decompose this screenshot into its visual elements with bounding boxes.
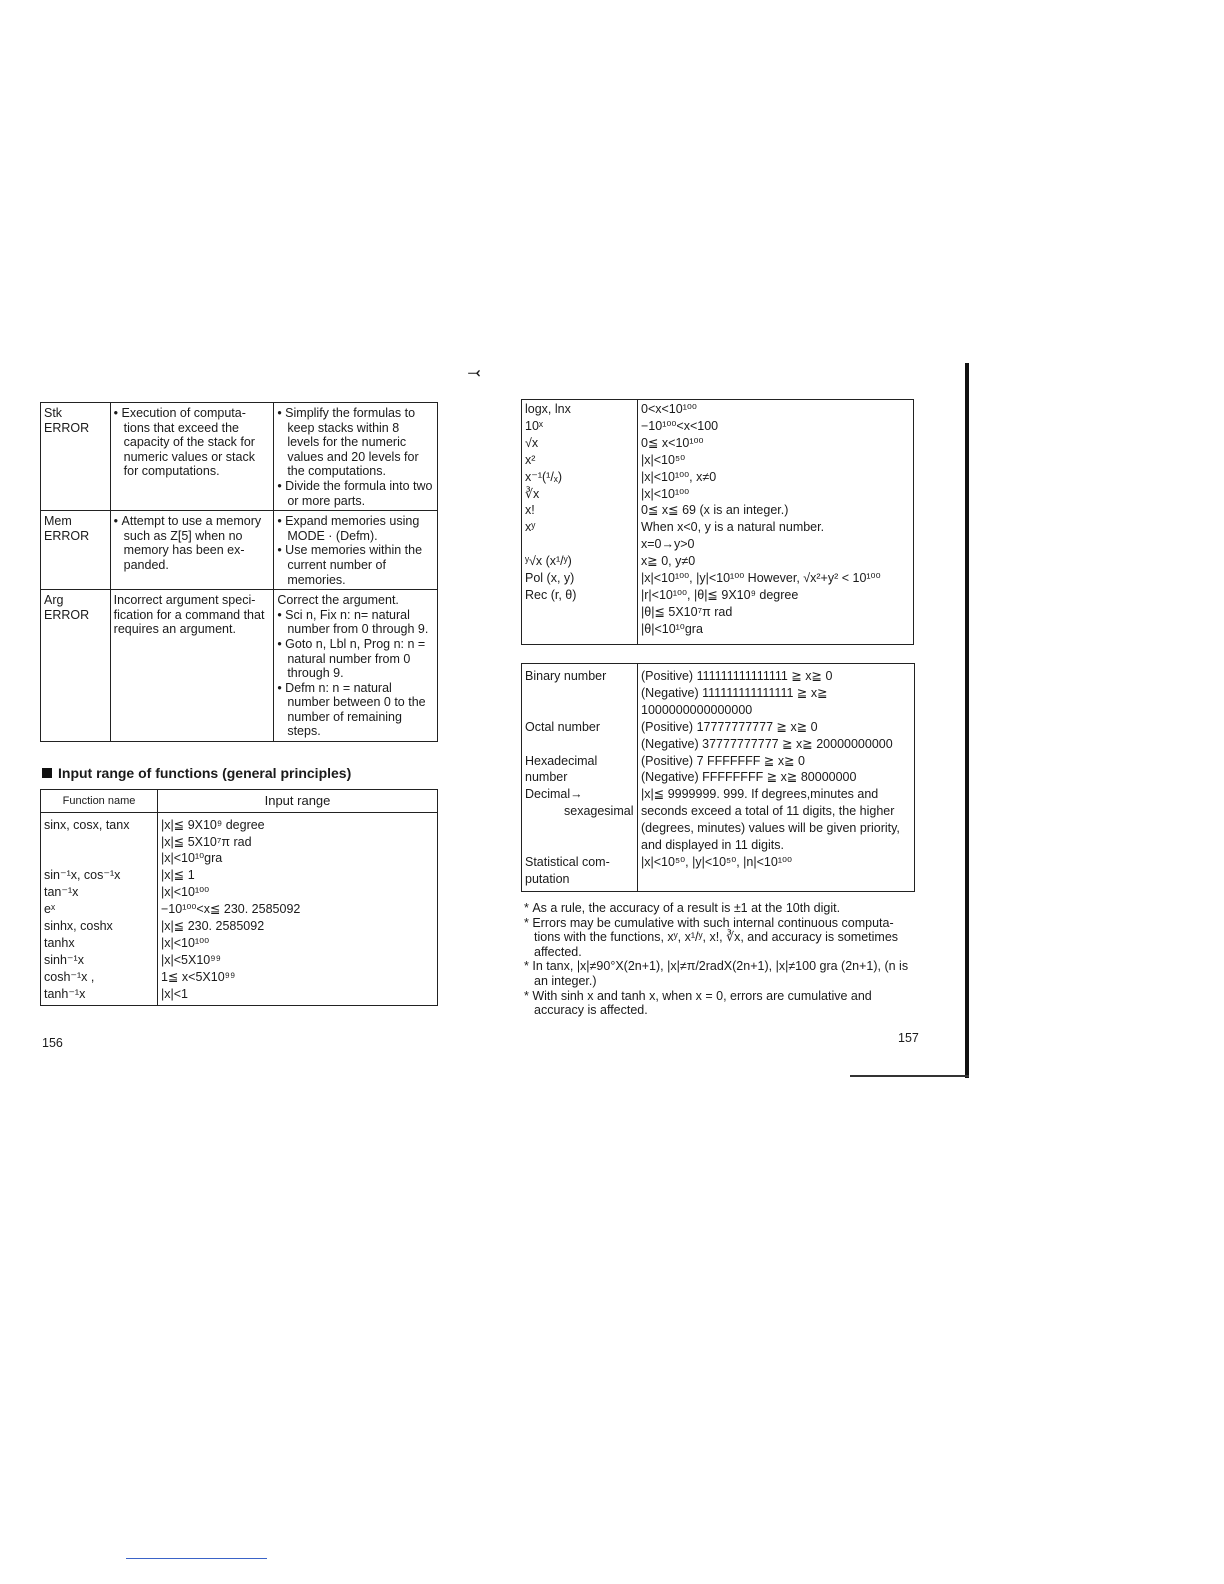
table-row: Octal number (Positive) 17777777777 ≧ x≧ 0 (Negative) 37777777777 ≧ x≧ 20000000000 <box>522 719 915 753</box>
table-row: Pol (x, y) |x|<10¹⁰⁰, |y|<10¹⁰⁰ However, √x²+y² < 10¹⁰⁰ <box>522 570 914 587</box>
error-name: Stk ERROR <box>41 403 111 511</box>
section-heading: Input range of functions (general principles) <box>42 765 351 781</box>
error-cause: Incorrect argument speci-fication for a command that requires an argument. <box>110 590 274 742</box>
table-row: eˣ −10¹⁰⁰<x≦ 230. 2585092 <box>41 901 438 918</box>
square-bullet-icon <box>42 768 52 778</box>
error-row-stk <box>41 403 438 511</box>
table-row: cosh⁻¹x , 1≦ x<5X10⁹⁹ <box>41 969 438 986</box>
function-range-table <box>40 789 438 1006</box>
table-row: Binary number (Positive) 111111111111111 ≧ x≧ 0 (Negative) 111111111111111 ≧ x≧ 1000000000000000 <box>522 664 915 719</box>
table-row: tanh⁻¹x |x|<1 <box>41 986 438 1005</box>
error-name: Arg ERROR <box>41 590 111 742</box>
number-system-range-table <box>521 663 915 892</box>
table-row: x! 0≦ x≦ 69 (x is an integer.) <box>522 502 914 519</box>
page-edge-bar <box>965 363 969 1078</box>
error-name: Mem ERROR <box>41 511 111 590</box>
page-edge-rule <box>850 1075 969 1077</box>
list-item: * Errors may be cumulative with such internal continuous computa-tions with the functions, xʸ, x¹/ʸ, x!, ∛x, and accuracy is sometimes affected. <box>524 916 919 960</box>
page-number-left: 156 <box>42 1036 63 1050</box>
table-row: tan⁻¹x |x|<10¹⁰⁰ <box>41 884 438 901</box>
list-item: * In tanx, |x|≠90°X(2n+1), |x|≠π/2radX(2n+1), |x|≠100 gra (2n+1), (n is an integer.) <box>524 959 919 988</box>
table-row: sinh⁻¹x |x|<5X10⁹⁹ <box>41 952 438 969</box>
table-row: tanhx |x|<10¹⁰⁰ <box>41 935 438 952</box>
table-row: √x 0≦ x<10¹⁰⁰ <box>522 435 914 452</box>
table-row: xʸ When x<0, y is a natural number. x=0→y>0 <box>522 519 914 553</box>
table-row: sin⁻¹x, cos⁻¹x |x|≦ 1 <box>41 867 438 884</box>
error-action: • Simplify the formulas to keep stacks within 8 levels for the numeric values and 20 levels for the computations. • Divide the formula into two or more parts. <box>274 403 438 511</box>
table-row: Statistical com- putation |x|<10⁵⁰, |y|<10⁵⁰, |n|<10¹⁰⁰ <box>522 854 915 891</box>
column-header: Input range <box>158 790 438 813</box>
table-row: Hexadecimal number (Positive) 7 FFFFFFF ≧ x≧ 0 (Negative) FFFFFFFF ≧ x≧ 80000000 <box>522 753 915 787</box>
error-action: Correct the argument. • Sci n, Fix n: n= natural number from 0 through 9. • Goto n, Lbl n, Prog n: n = natural number from 0 through 9. • Defm n: n = natural number between 0 to the number of remaining steps. <box>274 590 438 742</box>
table-row: sinhx, coshx |x|≦ 230. 2585092 <box>41 918 438 935</box>
table-row: Decimal→ sexagesimal |x|≦ 9999999. 999. If degrees,minutes and seconds exceed a total of 11 digits, the higher (degrees, minutes) values will be given priority, and displayed in 11 digits. <box>522 786 915 854</box>
error-cause: • Execution of computa-tions that exceed the capacity of the stack for numeric values or stack for computations. <box>110 403 274 511</box>
error-cause: • Attempt to use a memory such as Z[5] when no memory has been ex-panded. <box>110 511 274 590</box>
list-item: * With sinh x and tanh x, when x = 0, errors are cumulative and accuracy is affected. <box>524 989 919 1018</box>
table-row: 10ˣ −10¹⁰⁰<x<100 <box>522 418 914 435</box>
column-header: Function name <box>41 790 158 813</box>
table-header <box>41 790 438 813</box>
table-row: sinx, cosx, tanx |x|≦ 9X10⁹ degree |x|≦ 5X10⁷π rad |x|<10¹⁰gra <box>41 812 438 867</box>
table-row: x⁻¹(¹/ₓ) |x|<10¹⁰⁰, x≠0 <box>522 469 914 486</box>
table-row: ʸ√x (x¹/ʸ) x≧ 0, y≠0 <box>522 553 914 570</box>
footer-link-underline <box>126 1558 267 1559</box>
error-table <box>40 402 438 742</box>
binding-mark-icon: ⤙ <box>468 364 481 381</box>
notes-list <box>524 901 919 1018</box>
error-row-mem <box>41 511 438 590</box>
error-row-arg <box>41 590 438 742</box>
table-row: x² |x|<10⁵⁰ <box>522 452 914 469</box>
page-number-right: 157 <box>898 1031 919 1045</box>
error-action: • Expand memories using MODE · (Defm). • Use memories within the current number of memories. <box>274 511 438 590</box>
function-range-table-continued <box>521 399 914 645</box>
table-row: logx, lnx 0<x<10¹⁰⁰ <box>522 400 914 418</box>
list-item: * As a rule, the accuracy of a result is ±1 at the 10th digit. <box>524 901 919 916</box>
table-row: ∛x |x|<10¹⁰⁰ <box>522 486 914 503</box>
table-row: Rec (r, θ) |r|<10¹⁰⁰, |θ|≦ 9X10⁹ degree |θ|≦ 5X10⁷π rad |θ|<10¹⁰gra <box>522 587 914 644</box>
